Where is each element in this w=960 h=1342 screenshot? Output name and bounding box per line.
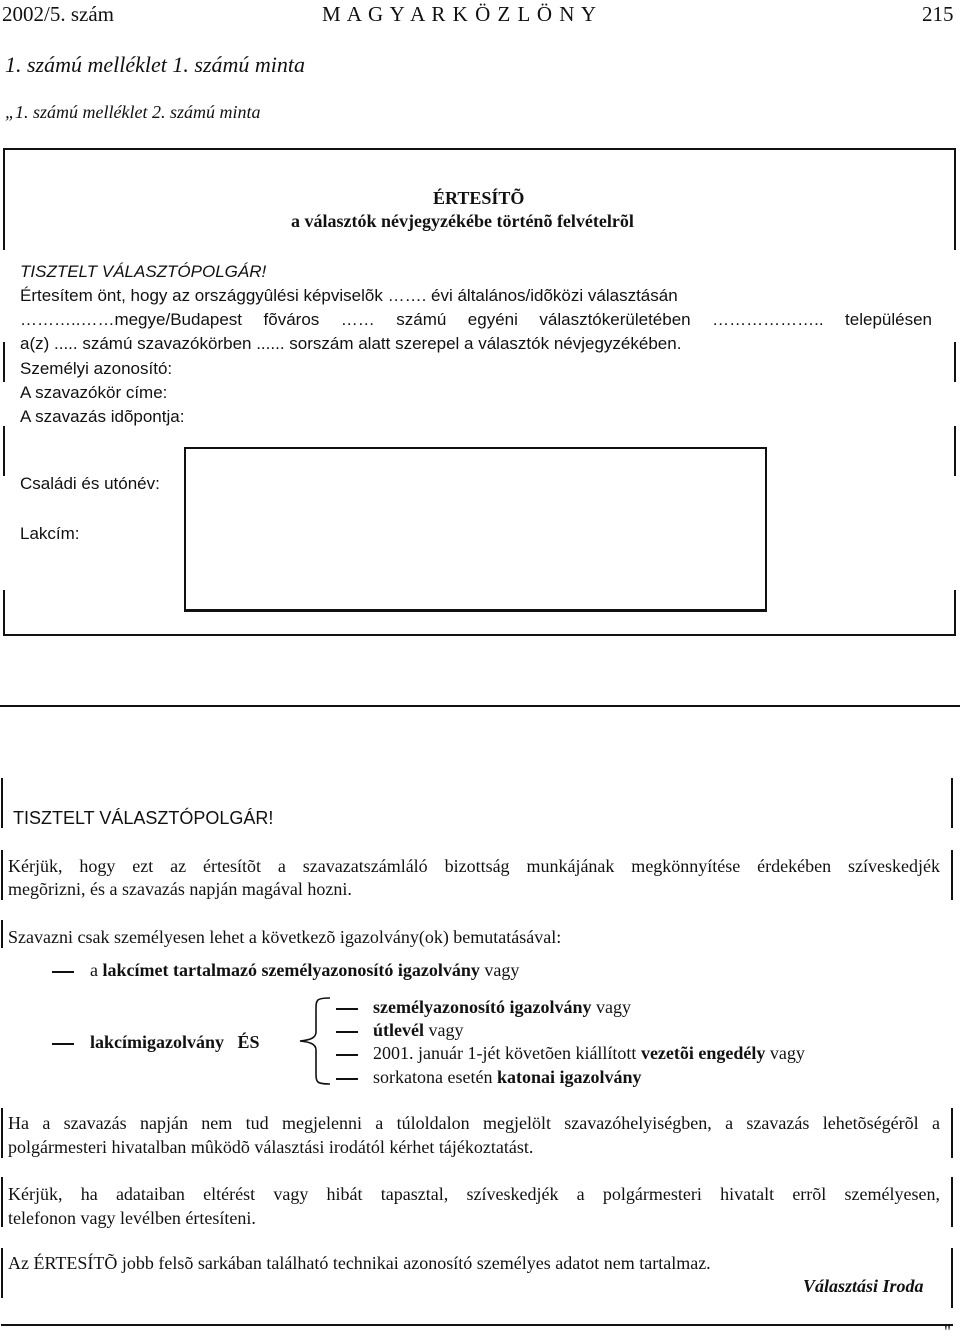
id-option-2: lakcímigazolvány ÉS [90, 1032, 260, 1052]
info-salutation: TISZTELT VÁLASZTÓPOLGÁR! [13, 808, 274, 828]
closing-quote: " [944, 1322, 951, 1341]
info-right-border [951, 1248, 953, 1308]
id-sub-option-3-pre: 2001. január 1-jét követõen kiállított [373, 1043, 641, 1063]
notice-text-line-1: Értesítem önt, hogy az országgyûlési képviselõk ……. évi általános/idõközi választásán [20, 286, 678, 305]
info-paragraph-1-line-2: megõrizni, és a szavazás napján magával hozni. [8, 879, 352, 899]
id-option-1-bold: lakcímet tartalmazó személyazonosító igazolvány [102, 960, 480, 980]
info-right-border [951, 778, 953, 828]
id-sub-option-3-post: vagy [765, 1043, 805, 1063]
field-voting-time-label: A szavazás idõpontja: [20, 407, 185, 426]
signature: Választási Iroda [803, 1276, 924, 1296]
annex-sample-1-title: 1. számú melléklet 1. számú minta [5, 52, 306, 77]
notice-right-border [954, 426, 956, 476]
list-dash [52, 971, 74, 973]
header-page-number: 215 [922, 2, 954, 26]
info-left-border [1, 920, 3, 948]
notice-salutation: TISZTELT VÁLASZTÓPOLGÁR! [20, 262, 267, 281]
field-polling-station-address-label: A szavazókör címe: [20, 383, 168, 402]
list-dash [336, 1078, 358, 1080]
notice-text-line-3b: ...... sorszám alatt szerepel a választók névjegyzékében. [256, 334, 682, 353]
info-paragraph-1-line-1: Kérjük, hogy ezt az értesítõt a szavazatszámláló bizottság munkájának megkönnyítése érdekében szíveskedjék [8, 856, 940, 876]
field-home-address-label: Lakcím: [20, 524, 80, 543]
id-sub-option-2-bold: útlevél [373, 1020, 424, 1040]
info-left-border [1, 1108, 3, 1158]
id-sub-option-4-pre: sorkatona esetén [373, 1067, 497, 1087]
section-separator [0, 705, 960, 707]
info-paragraph-3-line-1: Ha a szavazás napján nem tud megjelenni a túloldalon megjelölt szavazóhelyiségben, a szavazás lehetõségérõl a [8, 1113, 940, 1133]
id-option-1 [90, 960, 519, 981]
info-left-border [1, 1177, 3, 1227]
notice-left-border [3, 148, 5, 250]
notice-left-border [3, 426, 5, 476]
info-paragraph-4-line-1: Kérjük, ha adataiban eltérést vagy hibát tapasztal, szíveskedjék a polgármesteri hivatalt errõl személyesen, [8, 1184, 940, 1204]
annex-sample-2-title: „1. számú melléklet 2. számú minta [5, 102, 261, 122]
notice-bottom-border [3, 634, 956, 636]
notice-subtitle: a választók névjegyzékébe történõ felvételrõl [291, 211, 634, 231]
list-dash [52, 1043, 74, 1045]
info-paragraph-4-line-2: telefonon vagy levélben értesíteni. [8, 1208, 256, 1228]
info-left-border [1, 850, 3, 900]
id-sub-option-2 [373, 1020, 464, 1041]
notice-text-line-3a: a(z) ..... számú szavazókörben [20, 334, 257, 353]
info-paragraph-2: Szavazni csak személyesen lehet a következõ igazolvány(ok) bemutatásával: [8, 927, 562, 947]
id-option-1-pre: a [90, 960, 103, 980]
info-paragraph-3-line-2: polgármesteri hivatalban mûködõ választási irodától kérhet tájékoztatást. [8, 1137, 534, 1157]
id-sub-option-4-bold: katonai igazolvány [496, 1067, 642, 1087]
notice-right-border [954, 590, 956, 636]
id-sub-option-4 [373, 1067, 641, 1088]
info-left-border [1, 778, 3, 828]
notice-right-border [954, 342, 956, 382]
notice-title: ÉRTESÍTÕ [433, 188, 525, 208]
notice-right-border [954, 148, 956, 250]
id-sub-option-1-post: vagy [591, 997, 631, 1017]
address-window-box [184, 447, 767, 612]
info-paragraph-5: Az ÉRTESÍTÕ jobb felsõ sarkában található technikai azonosító személyes adatot nem tartalmaz. [8, 1253, 711, 1273]
notice-left-border [3, 342, 5, 382]
info-right-border [951, 1177, 953, 1227]
list-dash [336, 1054, 358, 1056]
id-option-1-post: vagy [479, 960, 520, 980]
notice-text-line-3 [20, 334, 681, 354]
notice-left-border [3, 590, 5, 636]
curly-brace-icon [296, 996, 336, 1086]
id-sub-option-3-bold: vezetõi engedély [640, 1043, 766, 1063]
info-right-border [951, 850, 953, 900]
field-personal-id-label: Személyi azonosító: [20, 359, 173, 378]
notice-top-border [3, 148, 956, 150]
list-dash [336, 1031, 358, 1033]
notice-text-line-2: ………..……megye/Budapest fõváros …… számú egyéni választókerületében ……………….. településen [20, 310, 932, 329]
info-right-border [951, 1108, 953, 1158]
list-dash [336, 1008, 358, 1010]
header-journal-issue: 2002/5. szám [2, 2, 114, 26]
info-bottom-border [1, 1324, 953, 1326]
info-left-border [1, 1248, 3, 1298]
id-sub-option-1-bold: személyazonosító igazolvány [373, 997, 592, 1017]
id-sub-option-1 [373, 997, 631, 1018]
id-sub-option-3 [373, 1043, 805, 1064]
field-name-label: Családi és utónév: [20, 474, 160, 493]
header-journal-title: M A G Y A R K Ö Z L Ö N Y [322, 2, 598, 26]
id-sub-option-2-post: vagy [424, 1020, 464, 1040]
